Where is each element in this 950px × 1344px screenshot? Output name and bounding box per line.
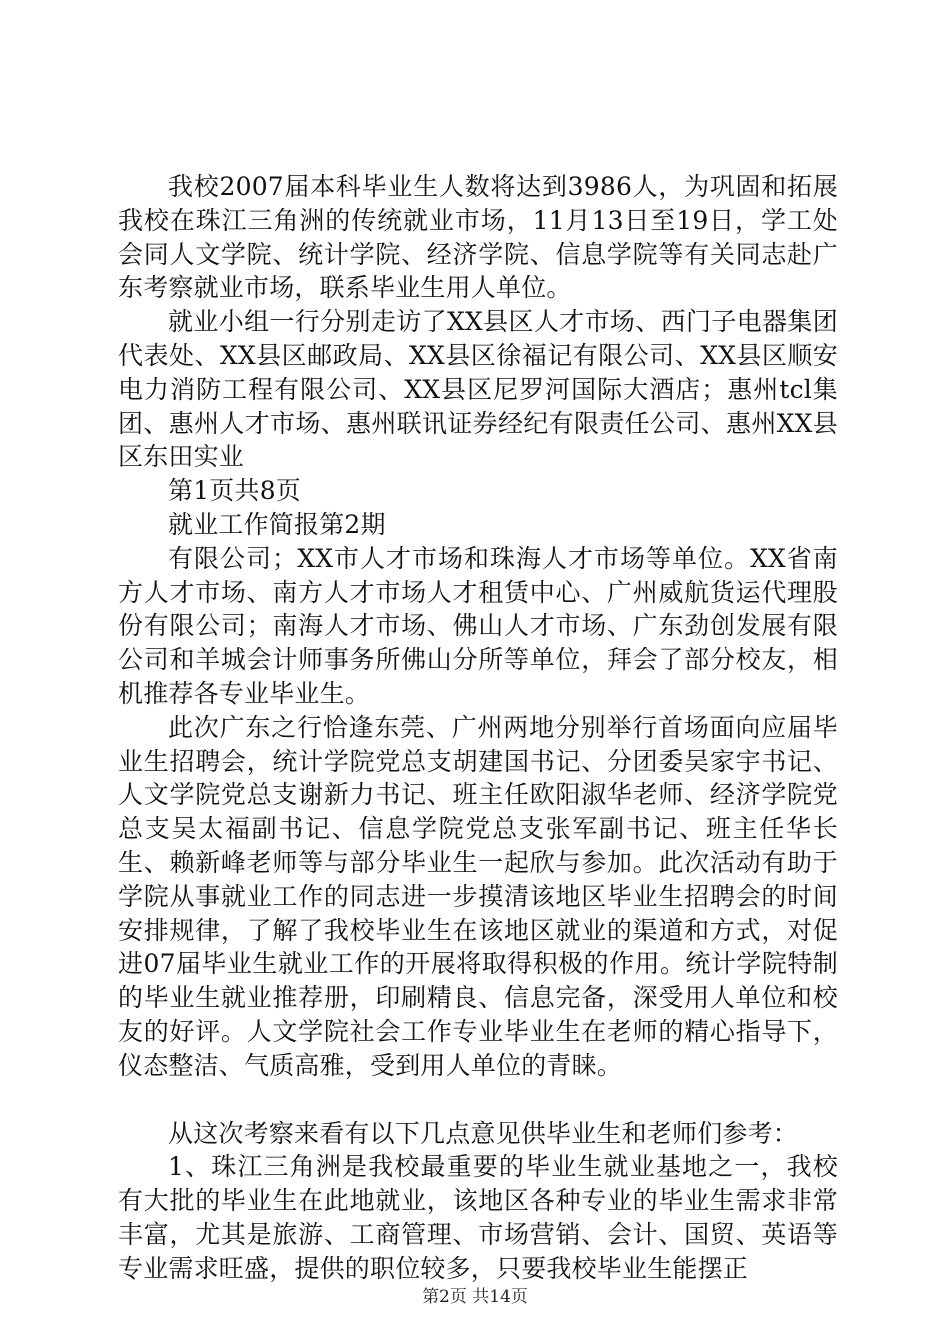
inline-bulletin-title: 就业工作简报第2期 xyxy=(168,509,386,539)
paragraph-visits-continued: 有限公司；XX市人才市场和珠海人才市场等单位。XX省南方人才市场、南方人才市场人才租赁中心、广州威航货运代理股份有限公司；南海人才市场、佛山人才市场、广东劲创发展有限公司和羊城会计师事务所佛山分所等单位，拜会了部分校友，相机推荐各专业毕业生。 xyxy=(118,543,838,708)
document-body xyxy=(118,170,838,1286)
page-footer: 第2页 共14页 xyxy=(422,1287,528,1307)
paragraph-job-fair: 此次广东之行恰逢东莞、广州两地分别举行首场面向应届毕业生招聘会，统计学院党总支胡建国书记、分团委吴家宇书记、人文学院党总支谢新力书记、班主任欧阳淑华老师、经济学院党总支吴太福副书记、信息学院党总支张军副书记、班主任华长生、赖新峰老师等与部分毕业生一起欣与参加。此次活动有助于学院从事就业工作的同志进一步摸清该地区毕业生招聘会的时间安排规律，了解了我校毕业生在该地区就业的渠道和方式，对促进07届毕业生就业工作的开展将取得积极的作用。统计学院特制的毕业生就业推荐册，印刷精良、信息完备，深受用人单位和校友的好评。人文学院社会工作专业毕业生在老师的精心指导下，仪态整洁、气质高雅，受到用人单位的青睐。 xyxy=(118,712,838,1080)
inline-page-marker: 第1页共8页 xyxy=(168,476,302,506)
paragraph-visits: 就业小组一行分别走访了XX县区人才市场、西门子电器集团代表处、XX县区邮政局、XX县区徐福记有限公司、XX县区顺安电力消防工程有限公司、XX县区尼罗河国际大酒店；惠州tcl集团、惠州人才市场、惠州联讯证券经纪有限责任公司、惠州XX县区东田实业 xyxy=(118,307,838,472)
paragraph-suggestions-intro: 从这次考察来看有以下几点意见供毕业生和老师们参考： xyxy=(168,1118,799,1148)
paragraph-intro: 我校2007届本科毕业生人数将达到3986人，为巩固和拓展我校在珠江三角洲的传统就业市场，11月13日至19日，学工处会同人文学院、统计学院、经济学院、信息学院等有关同志赴广东考察就业市场，联系毕业生用人单位。 xyxy=(118,172,838,303)
paragraph-suggestion-1: 1、珠江三角洲是我校最重要的毕业生就业基地之一，我校有大批的毕业生在此地就业，该地区各种专业的毕业生需求非常丰富，尤其是旅游、工商管理、市场营销、会计、国贸、英语等专业需求旺盛，提供的职位较多，只要我校毕业生能摆正 xyxy=(118,1152,838,1283)
